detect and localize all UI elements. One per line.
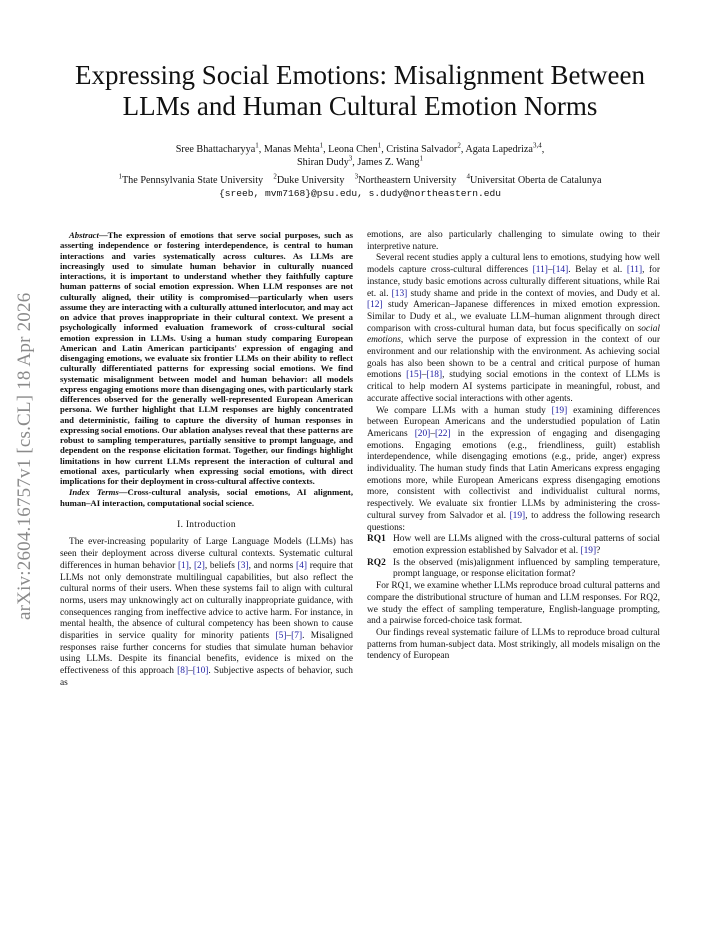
citation-link[interactable]: [18] bbox=[426, 370, 443, 381]
rq-text: Is the observed (mis)alignment influenced by sampling temperature, prompt language, or response elicitation format? bbox=[393, 557, 660, 580]
title-line-1: Expressing Social Emotions: Misalignment Between bbox=[75, 60, 645, 90]
left-column bbox=[60, 230, 353, 690]
intro-paragraph: The ever-increasing popularity of Large Language Models (LLMs) has seen their deployment across diverse cultural contexts. Systematic cultural differences in human behavior [1], [2], beliefs [3], and norms [4] require that LLMs not only demonstrate multilingual capabilities, but also reflect the cultural norms of their users. When these systems fail to align with cultural norms, users may unknowingly act on culturally inappropriate guidance, with consequences ranging from ineffective advice to active harm. For instance, in mental health, the absence of cultural competency has been shown to cause disparities in service quality for minority patients [5]–[7]. Misaligned responses raise further concerns for studies that simulate human behavior using LLMs. Despite its financial benefits, evidence is mixed on the effectiveness of this approach [8]–[10]. Subjective aspects of behavior, such as bbox=[60, 537, 354, 688]
rq-label: RQ2 bbox=[367, 557, 386, 568]
citation-link[interactable]: [19] bbox=[580, 545, 597, 556]
index-terms-text: —Cross-cultural analysis, social emotions, AI alignment, human–AI interaction, computational social science. bbox=[60, 487, 353, 508]
author: James Z. Wang bbox=[357, 157, 420, 168]
rq-label: RQ1 bbox=[367, 534, 386, 545]
citation-link[interactable]: [1] bbox=[177, 560, 189, 571]
citation-link[interactable]: [19] bbox=[509, 510, 526, 521]
author: Shiran Dudy bbox=[297, 157, 349, 168]
paper-title bbox=[40, 60, 680, 122]
citation-link[interactable]: [15] bbox=[406, 370, 422, 381]
citation-link[interactable]: [5] bbox=[275, 631, 287, 642]
author: Cristina Salvador bbox=[386, 144, 458, 155]
citation-link[interactable]: [11] bbox=[626, 265, 643, 276]
citation-link[interactable]: [4] bbox=[296, 560, 307, 571]
author: Sree Bhattacharyya bbox=[175, 144, 256, 155]
citation-link[interactable]: [10] bbox=[192, 666, 209, 677]
affiliations: $^1$The Pennsylvania State University $^2$Duke University $^3$Northeastern University $^4$Universitat Oberta de Catalunya bbox=[118, 172, 602, 186]
affiliation: Duke University bbox=[276, 175, 345, 186]
citation-link[interactable]: [13] bbox=[391, 288, 408, 299]
citation-link[interactable]: [14] bbox=[552, 265, 569, 276]
affiliation: Universitat Oberta de Catalunya bbox=[470, 175, 602, 186]
index-terms bbox=[60, 487, 353, 508]
intro-paragraph: For RQ1, we examine whether LLMs reproduce broad cultural patterns and compare the distributional structure of human and LLM responses. For RQ2, we study the effect of sampling temperature, English-language prompting, and a pairwise forced-choice task format. bbox=[367, 581, 660, 627]
affiliation: Northeastern University bbox=[358, 175, 457, 186]
author-list: Sree Bhattacharyya$^1$, Manas Mehta$^1$, Leona Chen$^1$, Cristina Salvador$^2$, Agata Lapedriza$^{3,4}$, Shiran Dudy$^3$, James Z. Wang$^1$ bbox=[175, 141, 545, 168]
citation-link[interactable]: [19] bbox=[551, 405, 568, 416]
author-emails: {sreeb, mvm7168}@psu.edu, s.dudy@northeastern.edu bbox=[218, 188, 502, 199]
citation-link[interactable]: [22] bbox=[435, 428, 451, 439]
emphasis-term: social emotions bbox=[367, 323, 660, 346]
citation-link[interactable]: [12] bbox=[367, 300, 383, 311]
abstract-text: —The expression of emotions that serve social purposes, such as asserting independence or fostering interdependence, is central to human interactions and varies systematically across cultures. As LLMs are increasingly used to simulate human behavior in culturally nuanced interactions, it is important to understand whether they faithfully capture human patterns of social emotion expression. When LLM responses are not culturally aligned, their utility is compromised—particularly when users assume they are interacting with a culturally attuned interlocutor, and may act on advice that proves inappropriate in their cultural context. We present a psychologically informed evaluation framework of cross-cultural social emotion expression in LLMs. Using a human study comparing European American and Latin American participants' expression of engaging and disengaging emotions, we evaluate six frontier LLMs on their ability to reflect culturally differentiated patterns for expressing social emotions. We find systematic misalignment between model and human behavior: all models express engaging emotions more than disengaging ones, with particularly stark differences observed for the generally well-represented European American persona. We further highlight that LLM responses are highly concentrated and deterministic, failing to capture the diversity of human responses in expressing social emotions. Our ablation analyses reveal that these patterns are robust to sampling temperatures, partially sensitive to prompt language, and dependent on the response elicitation format. Together, our findings highlight limitations in how current LLMs represent the interaction of cultural and emotional axes, particularly when expressing social emotions, with direct implications for their deployment in cross-cultural affective contexts. bbox=[60, 230, 353, 486]
section-heading: I. Introduction bbox=[177, 519, 236, 530]
citation-link[interactable]: [11] bbox=[532, 265, 548, 276]
intro-paragraph: Our findings reveal systematic failure of LLMs to reproduce broad cultural patterns from human-subject data. Most strikingly, all models misalign on the tendency of European bbox=[367, 627, 660, 662]
author: Agata Lapedriza bbox=[465, 144, 533, 155]
citation-link[interactable]: [8] bbox=[177, 666, 189, 677]
index-terms-label: Index Terms bbox=[69, 487, 119, 498]
research-question-1 bbox=[367, 534, 660, 557]
citation-link[interactable]: [20] bbox=[414, 428, 431, 439]
right-column bbox=[367, 230, 660, 663]
author: Leona Chen bbox=[328, 144, 378, 155]
rq-text: How well are LLMs aligned with the cross-cultural patterns of social emotion expression established by Salvador et al. [19]? bbox=[393, 534, 660, 556]
arxiv-stamp: arXiv:2604.16757v1 [cs.CL] 18 Apr 2026 bbox=[14, 292, 35, 620]
citation-link[interactable]: [2] bbox=[193, 560, 205, 571]
author: Manas Mehta bbox=[263, 144, 320, 155]
abstract-label: Abstract bbox=[69, 230, 99, 240]
abstract bbox=[60, 230, 353, 486]
affiliation: The Pennsylvania State University bbox=[121, 175, 264, 186]
title-line-2: LLMs and Human Cultural Emotion Norms bbox=[122, 91, 598, 121]
citation-link[interactable]: [3] bbox=[237, 560, 249, 571]
intro-paragraph: Several recent studies apply a cultural lens to emotions, studying how well models capture cross-cultural differences [11]–[14]. Belay et al. [11], for instance, study basic emotions across culturally different situations, while Rai et. al. [13] study shame and pride in the context of movies, and Dudy et al. [12] study American–Japanese differences in mixed emotion expression. Similar to Dudy et al., we evaluate LLM–human alignment through direct comparison with cross-cultural human data, but focus specifically on social emotions, which serve the purpose of expression in the context of our environment and our relationship with the environment. As achieving social goals has also been shown to be a central and critical purpose of human emotions [15]–[18], studying social emotions in the context of LLMs is critical to help modern AI systems participate in meaningful, robust, and accurate affective social interactions with other agents. bbox=[367, 253, 660, 404]
intro-paragraph: We compare LLMs with a human study [19] examining differences between European Americans and the understudied population of Latin Americans [20]–[22] in the expression of engaging and disengaging emotions. Engaging emotions (e.g., friendliness, guilt) establish interdependence, while disengaging emotions (e.g., pride, anger) express individuality. The human study finds that Latin Americans express engaging emotions more, while European Americans express disengaging emotions more, consistent with collectivist and individualist cultural norms, respectively. We evaluate six frontier LLMs by administering the cross-cultural survey from Salvador et al. [19], to address the following research questions: bbox=[367, 405, 661, 533]
citation-link[interactable]: [7] bbox=[291, 631, 303, 642]
intro-paragraph-continued: emotions, are also particularly challenging to simulate owing to their interpretive nature. bbox=[367, 230, 660, 252]
research-question-2 bbox=[367, 558, 660, 581]
